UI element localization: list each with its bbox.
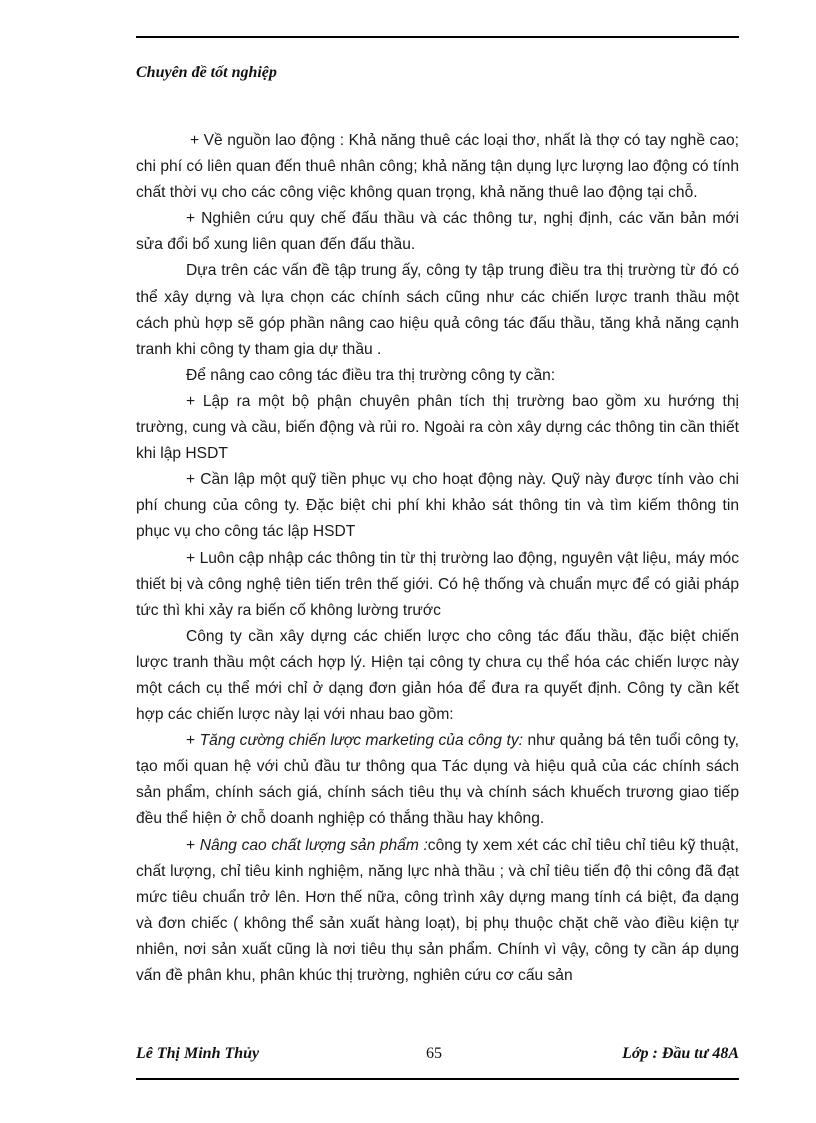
paragraph-10-emphasis: Nâng cao chất lượng sản phẩm : <box>199 836 428 854</box>
paragraph-10-text: công ty xem xét các chỉ tiêu chỉ tiêu kỹ thuật, chất lượng, chỉ tiêu kinh nghiệm, năng lực nhà thầu ; và chỉ tiêu tiến độ thi công đã đạt mức tiêu chuẩn trở lên. Hơn thế nữa, công trình xây dựng mang tính cá biệt, đa dạng và đơn chiếc ( không thể sản xuất hàng loạt), bị phụ thuộc chặt chẽ vào điều kiện tự nhiên, nơi sản xuất cũng là nơi tiêu thụ sản phẩm. Chính vì vậy, công ty cần áp dụng vấn đề phân khu, phân khúc thị trường, nghiên cứu cơ cấu sản <box>136 836 739 984</box>
paragraph-9 <box>136 728 739 832</box>
paragraph-7: + Luôn cập nhập các thông tin từ thị trường lao động, nguyên vật liệu, máy móc thiết bị và công nghệ tiên tiến trên thế giới. Có hệ thống và chuẩn mực để có giải pháp tức thì khi xảy ra biến cố không lường trước <box>136 549 739 619</box>
paragraph-1: + Về nguồn lao động : Khả năng thuê các loại thơ, nhất là thợ có tay nghề cao; chi phí có liên quan đến thuê nhân công; khả năng tận dụng lực lượng lao động có tính chất thời vụ cho các công việc không quan trọng, khả năng thuê lao động tại chỗ. <box>136 132 739 202</box>
footer <box>136 1045 739 1067</box>
header-title: Chuyên đề tốt nghiệp <box>136 64 277 81</box>
paragraph-2: + Nghiên cứu quy chế đấu thầu và các thông tư, nghị định, các văn bản mới sửa đổi bổ xung liên quan đến đấu thầu. <box>136 210 739 254</box>
page-number: 65 <box>426 1045 442 1062</box>
paragraph-9-text: như quảng bá tên tuổi công ty, tạo mối quan hệ với chủ đầu tư thông qua Tác dụng và hiệu quả của các chính sách sản phẩm, chính sách giá, chính sách tiêu thụ và chính sách khuếch trương giao tiếp đều thể hiện ở chỗ doanh nghiệp có thắng thầu hay không. <box>136 732 739 828</box>
footer-author: Lê Thị Minh Thủy <box>136 1045 260 1062</box>
paragraph-10 <box>136 833 739 990</box>
paragraph-5: + Lập ra một bộ phận chuyên phân tích thị trường bao gồm xu hướng thị trường, cung và cầu, biến động và rủi ro. Ngoài ra còn xây dựng các thông tin cần thiết khi lập HSDT <box>136 392 739 463</box>
body-text <box>136 128 739 989</box>
footer-class: Lớp : Đầu tư 48A <box>622 1045 739 1062</box>
paragraph-3: Dựa trên các vấn đề tập trung ấy, công ty tập trung điều tra thị trường từ đó có thể xây dựng và lựa chọn các chính sách cũng như các chiến lược tranh thầu một cách phù hợp sẽ góp phần nâng cao hiệu quả công tác đấu thầu, tăng khả năng cạnh tranh khi công ty tham gia dự thầu . <box>136 262 739 358</box>
paragraph-6: + Cần lập một quỹ tiền phục vụ cho hoạt động này. Quỹ này được tính vào chi phí chung của công ty. Đặc biệt chi phí khi khảo sát thông tin và tìm kiếm thông tin phục vụ cho công tác lập HSDT <box>136 471 739 541</box>
footer-rule <box>136 1078 739 1080</box>
paragraph-4: Để nâng cao công tác điều tra thị trường công ty cần: <box>186 366 556 384</box>
paragraph-9-prefix: + <box>186 732 200 750</box>
paragraph-10-prefix: + <box>186 836 200 854</box>
paragraph-9-emphasis: Tăng cường chiến lược marketing của công ty: <box>199 732 523 750</box>
paragraph-8: Công ty cần xây dựng các chiến lược cho công tác đấu thầu, đặc biệt chiến lược tranh thầu một cách hợp lý. Hiện tại công ty chưa cụ thể hóa các chiến lược này một cách cụ thể mới chỉ ở dạng đơn giản hóa để đưa ra quyết định. Công ty cần kết hợp các chiến lược này lại với nhau bao gồm: <box>136 627 739 724</box>
header-rule <box>136 36 739 38</box>
